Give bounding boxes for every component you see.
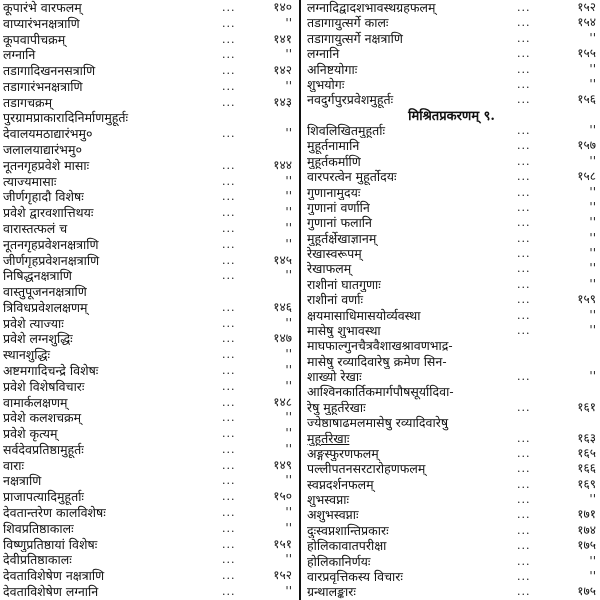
entry-title: मासेषु रव्यादिवारेषु क्रमेण सिन- <box>307 353 447 369</box>
index-entry <box>303 292 600 307</box>
index-entry <box>0 16 296 32</box>
entry-title: शुभयोगः <box>307 76 345 92</box>
leader-dots: ... <box>517 523 531 537</box>
entry-title: रेखास्वरूपम् <box>307 246 362 261</box>
index-entry <box>0 221 296 237</box>
page-number: १५४ <box>577 15 596 30</box>
leader-dots: ... <box>222 474 236 488</box>
page-number: १४९ <box>273 457 292 472</box>
leader-dots: ... <box>222 363 236 377</box>
leader-dots: ... <box>222 427 236 441</box>
leader-dots: ... <box>222 490 236 504</box>
entry-title: प्रवेशे द्वारवशात्तिथयः <box>3 205 94 221</box>
entry-title: नवदुर्गपुरप्रवेशमुहूर्तः <box>307 92 394 108</box>
index-entry <box>303 415 600 430</box>
index-entry <box>303 246 600 261</box>
entry-title: लग्नानि <box>307 46 340 62</box>
entry-title: सर्वदेवप्रतिष्ठामुहूर्तः <box>3 441 84 457</box>
page-number: १४१ <box>273 31 292 46</box>
leader-dots: ... <box>222 442 236 456</box>
index-entry <box>0 521 296 537</box>
page-number: '' <box>285 362 292 377</box>
leader-dots: ... <box>517 508 531 522</box>
entry-title: नक्षत्राणि <box>3 473 42 489</box>
index-entry <box>303 138 600 153</box>
index-entry <box>0 47 296 63</box>
entry-title: गुणानां फलानि <box>307 215 372 231</box>
page-number: '' <box>589 261 596 276</box>
leader-dots: ... <box>517 47 531 61</box>
page-number: '' <box>589 123 596 137</box>
page-number: १४७ <box>273 331 292 346</box>
page-number: १५१ <box>273 536 292 551</box>
page-number: १५८ <box>577 169 596 184</box>
column-divider <box>299 0 301 600</box>
leader-dots: ... <box>222 190 236 204</box>
page-number: '' <box>589 307 596 322</box>
index-entry <box>303 308 600 323</box>
leader-dots: ... <box>517 154 531 168</box>
page-number: १५७ <box>577 138 596 153</box>
page-number: १६५ <box>577 445 596 460</box>
index-entry <box>0 63 296 79</box>
entry-title: नूतनगृहप्रवेशनक्षत्राणि <box>3 236 99 252</box>
entry-title: दुःस्वप्नशान्तिप्रकारः <box>307 522 389 538</box>
entry-title: जीर्णगृहप्रवेशनक्षत्राणि <box>3 252 100 268</box>
index-entry <box>303 569 600 584</box>
page-number: १४० <box>273 0 292 14</box>
page-number: '' <box>285 583 292 598</box>
entry-title: गुणानां वर्णानि <box>307 199 370 215</box>
page-number: १७५ <box>577 538 596 553</box>
leader-dots: ... <box>517 400 531 414</box>
index-entry <box>303 154 600 169</box>
entry-title: प्रवेशे लग्नशुद्धिः <box>3 331 73 347</box>
entry-title: तडागादिखननसत्राणि <box>3 63 96 79</box>
page-number: १५५ <box>577 46 596 61</box>
index-entry <box>303 584 600 599</box>
index-entry <box>0 568 296 584</box>
entry-title: प्रवेशे त्याज्याः <box>3 315 64 331</box>
entry-title: वारास्तत्फलं च <box>3 220 68 236</box>
index-entry <box>303 354 600 369</box>
entry-title: वामार्कलक्षणम् <box>3 394 68 410</box>
index-entry <box>0 379 296 395</box>
entry-title: प्रवेशे कृत्यम् <box>3 426 58 442</box>
index-entry <box>0 331 296 347</box>
page-number: १६३ <box>577 430 596 445</box>
entry-title: राशीनां वर्णाः <box>307 292 363 308</box>
page-number: १६९ <box>577 476 596 491</box>
index-entry <box>303 554 600 569</box>
page-number: '' <box>285 347 292 362</box>
page-number: १४४ <box>273 157 292 172</box>
index-entry <box>303 15 600 30</box>
entry-title: वाराः <box>3 457 25 473</box>
leader-dots: ... <box>517 462 531 476</box>
index-entry <box>0 253 296 269</box>
leader-dots: ... <box>222 300 236 314</box>
page-number: '' <box>285 220 292 235</box>
index-entry <box>303 123 600 138</box>
page-number: '' <box>589 215 596 230</box>
index-entry <box>0 268 296 284</box>
index-entry <box>303 369 600 384</box>
leader-dots: ... <box>222 553 236 567</box>
index-entry <box>303 215 600 230</box>
leader-dots: ... <box>517 93 531 107</box>
page-number: '' <box>285 378 292 393</box>
page-number: १७४ <box>577 522 596 537</box>
index-entry <box>0 363 296 379</box>
page-number: १५२ <box>273 568 292 583</box>
index-entry <box>0 205 296 221</box>
entry-title: वास्तुपूजननक्षत्राणि <box>3 284 87 300</box>
leader-dots: ... <box>222 16 236 30</box>
entry-title: शाख्यो रेखाः <box>307 369 362 384</box>
entry-title: लग्नादिद्वादशभावस्थग्रहफलम् <box>307 0 436 15</box>
entry-title: मिश्रितप्रकरणम् ९. <box>408 108 495 124</box>
entry-title: शुभस्वप्नाः <box>307 492 349 507</box>
index-entry <box>0 473 296 489</box>
leader-dots: ... <box>517 62 531 76</box>
leader-dots: ... <box>517 293 531 307</box>
page-number: '' <box>285 78 292 93</box>
leader-dots: ... <box>222 237 236 251</box>
entry-title: रेषु मुहूर्तरेखाः <box>307 399 366 415</box>
entry-title: मुहूर्तरेखाः <box>307 430 350 446</box>
left-column <box>0 0 296 600</box>
index-entry <box>0 552 296 568</box>
index-entry <box>0 110 296 126</box>
entry-title: प्रवेशे कलशचक्रम् <box>3 410 82 426</box>
leader-dots: ... <box>517 277 531 291</box>
page-number: '' <box>285 315 292 330</box>
leader-dots: ... <box>222 127 236 141</box>
entry-title: होलिकावातपरीक्षा <box>307 538 387 554</box>
leader-dots: ... <box>222 221 236 235</box>
entry-title: वाप्यारंभनक्षत्राणि <box>3 15 80 31</box>
leader-dots: ... <box>222 569 236 583</box>
entry-title: प्रवेशे विशेषविचारः <box>3 378 85 394</box>
leader-dots: ... <box>517 185 531 199</box>
index-entry <box>303 62 600 77</box>
leader-dots: ... <box>517 139 531 153</box>
page-number: '' <box>285 410 292 425</box>
entry-title: अष्टमगादिचन्द्रे विशेषः <box>3 362 99 378</box>
leader-dots: ... <box>517 585 531 599</box>
page-number: '' <box>285 473 292 488</box>
index-entry <box>0 300 296 316</box>
index-entry <box>0 126 296 142</box>
entry-title: त्रिविधप्रवेशलक्षणम् <box>3 299 88 315</box>
page-number: '' <box>589 553 596 568</box>
leader-dots: ... <box>517 323 531 337</box>
page-number: १६१ <box>577 399 596 414</box>
entry-title: कूपारंभे वारफलम् <box>3 0 82 15</box>
index-entry <box>303 231 600 246</box>
index-entry <box>0 505 296 521</box>
entry-title: अशुभस्वप्नाः <box>307 507 359 523</box>
entry-title: तडागचक्रम् <box>3 94 53 110</box>
entry-title: तडागायुत्सर्गे नक्षत्राणि <box>307 30 403 46</box>
page-number: '' <box>285 426 292 441</box>
page-number: १४८ <box>273 394 292 409</box>
entry-title: कूपवापीचक्रम् <box>3 31 66 47</box>
entry-title: अङ्गस्फुरणफलम् <box>307 445 379 461</box>
index-entry <box>0 442 296 458</box>
index-entry <box>303 523 600 538</box>
index-entry <box>0 189 296 205</box>
index-entry <box>0 158 296 174</box>
page-number: १५९ <box>577 292 596 307</box>
leader-dots: ... <box>222 48 236 62</box>
page-number: '' <box>589 76 596 91</box>
index-entry <box>303 461 600 476</box>
entry-title: माघफाल्गुनचैत्रवैशाखश्रावणभाद्र- <box>307 338 453 354</box>
leader-dots: ... <box>517 493 531 506</box>
index-entry <box>303 338 600 353</box>
leader-dots: ... <box>222 206 236 220</box>
page-number: १५२ <box>577 0 596 14</box>
page-number: '' <box>589 492 596 506</box>
page-number: '' <box>589 276 596 291</box>
page-number: १४२ <box>273 63 292 78</box>
leader-dots: ... <box>517 16 531 30</box>
leader-dots: ... <box>222 316 236 330</box>
leader-dots: ... <box>222 411 236 425</box>
entry-title: निषिद्धनक्षत्राणि <box>3 268 72 284</box>
leader-dots: ... <box>517 31 531 45</box>
index-entry <box>303 0 600 15</box>
index-entry <box>0 284 296 300</box>
index-entry <box>0 0 296 16</box>
index-entry <box>0 32 296 48</box>
leader-dots: ... <box>222 174 236 188</box>
entry-title: स्वप्नदर्शनफलम् <box>307 476 374 492</box>
leader-dots: ... <box>222 32 236 46</box>
index-entry <box>0 347 296 363</box>
index-entry <box>303 200 600 215</box>
index-entry <box>303 323 600 338</box>
entry-title: वारपरत्वेन मुहूर्तोदयः <box>307 169 397 185</box>
page-number: १५० <box>273 489 292 504</box>
entry-title: मुहूर्तनामानि <box>307 138 360 154</box>
page-number: '' <box>285 441 292 456</box>
index-entry <box>0 458 296 474</box>
entry-title: गुणानामुदयः <box>307 184 361 200</box>
page-number: '' <box>285 126 292 141</box>
page-number: '' <box>589 61 596 76</box>
entry-title: विष्णुप्रतिष्ठायां विशेषः <box>3 536 98 552</box>
entry-title: राशीनां घातगुणाः <box>307 276 381 292</box>
index-entry <box>0 237 296 253</box>
page-number: '' <box>285 505 292 519</box>
index-entry <box>303 261 600 276</box>
entry-title: नूतनगृहप्रवेशे मासाः <box>3 157 90 173</box>
entry-title: त्याज्यमासाः <box>3 173 57 189</box>
entry-title: जीर्णगृहादौ विशेषः <box>3 189 84 205</box>
entry-title: ग्रन्थालङ्कारः <box>307 584 356 600</box>
entry-title: शिवप्रतिष्ठाकालः <box>3 520 74 536</box>
page-number: '' <box>589 153 596 168</box>
index-entry <box>303 185 600 200</box>
leader-dots: ... <box>222 506 236 519</box>
page-number: '' <box>285 236 292 251</box>
page-number: '' <box>589 230 596 245</box>
entry-title: वारप्रवृत्तिकस्य विचारः <box>307 568 403 584</box>
leader-dots: ... <box>517 247 531 260</box>
leader-dots: ... <box>222 269 236 283</box>
leader-dots: ... <box>517 262 531 276</box>
entry-title: देवालयमठाद्यारंभमु० <box>3 126 93 142</box>
leader-dots: ... <box>517 308 531 322</box>
page-number: १५६ <box>577 92 596 107</box>
index-entry <box>0 584 296 600</box>
index-entry <box>303 431 600 446</box>
leader-dots: ... <box>222 1 236 14</box>
index-entry <box>303 384 600 399</box>
index-entry <box>303 446 600 461</box>
index-entry <box>303 169 600 184</box>
entry-title: मुहूर्तर्क्षेखाज्ञानम् <box>307 230 377 246</box>
page-number: १७१ <box>577 507 596 522</box>
leader-dots: ... <box>222 521 236 535</box>
leader-dots: ... <box>517 477 531 491</box>
right-column <box>303 0 600 600</box>
leader-dots: ... <box>222 95 236 109</box>
entry-title: मासेषु शुभावस्था <box>307 322 381 338</box>
entry-title: जलालयाद्यारंभमु० <box>3 142 82 158</box>
index-entry <box>0 410 296 426</box>
leader-dots: ... <box>222 158 236 172</box>
page-number: '' <box>285 173 292 188</box>
entry-title: स्थानशुद्धिः <box>3 347 51 363</box>
leader-dots: ... <box>222 395 236 409</box>
leader-dots: ... <box>517 431 531 445</box>
leader-dots: ... <box>517 370 531 383</box>
page-number: '' <box>589 199 596 214</box>
leader-dots: ... <box>517 77 531 91</box>
index-entry <box>0 79 296 95</box>
page-number: '' <box>285 15 292 30</box>
leader-dots: ... <box>222 348 236 362</box>
entry-title: देवीप्रतिष्ठाकालः <box>3 552 72 568</box>
leader-dots: ... <box>222 64 236 78</box>
index-entry <box>0 426 296 442</box>
page-number: '' <box>589 568 596 583</box>
entry-title: क्षयमासाधिमासयोर्व्यवस्था <box>307 307 421 323</box>
index-entry <box>0 395 296 411</box>
page-number: '' <box>285 47 292 62</box>
page-number: '' <box>589 322 596 337</box>
index-entry <box>303 538 600 553</box>
page-number: '' <box>285 268 292 283</box>
page-number: '' <box>589 184 596 199</box>
page-number: '' <box>589 246 596 260</box>
index-entry <box>303 477 600 492</box>
page-number: '' <box>589 30 596 45</box>
page-number: १७५ <box>577 584 596 599</box>
page-number: '' <box>285 520 292 535</box>
leader-dots: ... <box>222 379 236 393</box>
entry-title: देवताविशेषेण लग्नानि <box>3 583 99 599</box>
leader-dots: ... <box>517 216 531 230</box>
entry-title: तडागारंभनक्षत्राणि <box>3 78 83 94</box>
entry-title: मुहूर्तकर्माणि <box>307 153 361 169</box>
page-number: १४५ <box>273 252 292 267</box>
page-number: '' <box>285 189 292 204</box>
page-number: '' <box>285 205 292 220</box>
index-entry <box>303 31 600 46</box>
leader-dots: ... <box>517 1 531 14</box>
entry-title: पुरग्रामप्राकारादिनिर्माणमुहूर्तः <box>3 110 129 126</box>
index-entry <box>303 92 600 107</box>
entry-title: प्राजापत्यादिमुहूर्ताः <box>3 489 84 505</box>
index-entry <box>0 95 296 111</box>
index-entry <box>0 316 296 332</box>
index-entry <box>303 400 600 415</box>
page-number: '' <box>589 369 596 383</box>
entry-title: देवताविशेषेण नक्षत्राणि <box>3 568 105 584</box>
entry-title: अनिष्टयोगाः <box>307 61 358 77</box>
index-entry <box>0 537 296 553</box>
index-entry <box>0 489 296 505</box>
index-entry <box>303 46 600 61</box>
section-heading <box>303 108 600 123</box>
entry-title: आश्विनकार्तिकमार्गपौषसूर्यादिवा- <box>307 384 454 400</box>
leader-dots: ... <box>517 446 531 460</box>
leader-dots: ... <box>517 231 531 245</box>
entry-title: शिवलिखितमुहूर्ताः <box>307 123 385 138</box>
leader-dots: ... <box>517 200 531 214</box>
leader-dots: ... <box>517 539 531 553</box>
entry-title: होलिकानिर्णयः <box>307 553 371 569</box>
leader-dots: ... <box>517 554 531 568</box>
entry-title: देवतान्तरेण कालविशेषः <box>3 505 106 520</box>
page-number: १४३ <box>273 94 292 109</box>
entry-title: पल्लीपतनसरटारोहणफलम् <box>307 461 426 477</box>
index-entry <box>303 77 600 92</box>
index-entry <box>0 142 296 158</box>
entry-title: रेखाफलम् <box>307 261 352 277</box>
index-entry <box>303 492 600 507</box>
index-entry <box>303 277 600 292</box>
page-number: १४६ <box>273 299 292 314</box>
leader-dots: ... <box>222 537 236 551</box>
leader-dots: ... <box>222 253 236 267</box>
leader-dots: ... <box>222 458 236 472</box>
leader-dots: ... <box>517 124 531 137</box>
leader-dots: ... <box>517 569 531 583</box>
leader-dots: ... <box>222 584 236 598</box>
entry-title: ज्येष्ठाषाढमलमासेषु रव्यादिवारेषु <box>307 415 449 431</box>
page-number: १६६ <box>577 461 596 476</box>
leader-dots: ... <box>222 332 236 346</box>
entry-title: लग्नानि <box>3 47 36 63</box>
index-entry <box>0 174 296 190</box>
entry-title: तडागायुत्सर्गे कालः <box>307 15 389 31</box>
page-number: '' <box>285 552 292 567</box>
leader-dots: ... <box>517 170 531 184</box>
index-entry <box>303 507 600 522</box>
leader-dots: ... <box>222 79 236 93</box>
